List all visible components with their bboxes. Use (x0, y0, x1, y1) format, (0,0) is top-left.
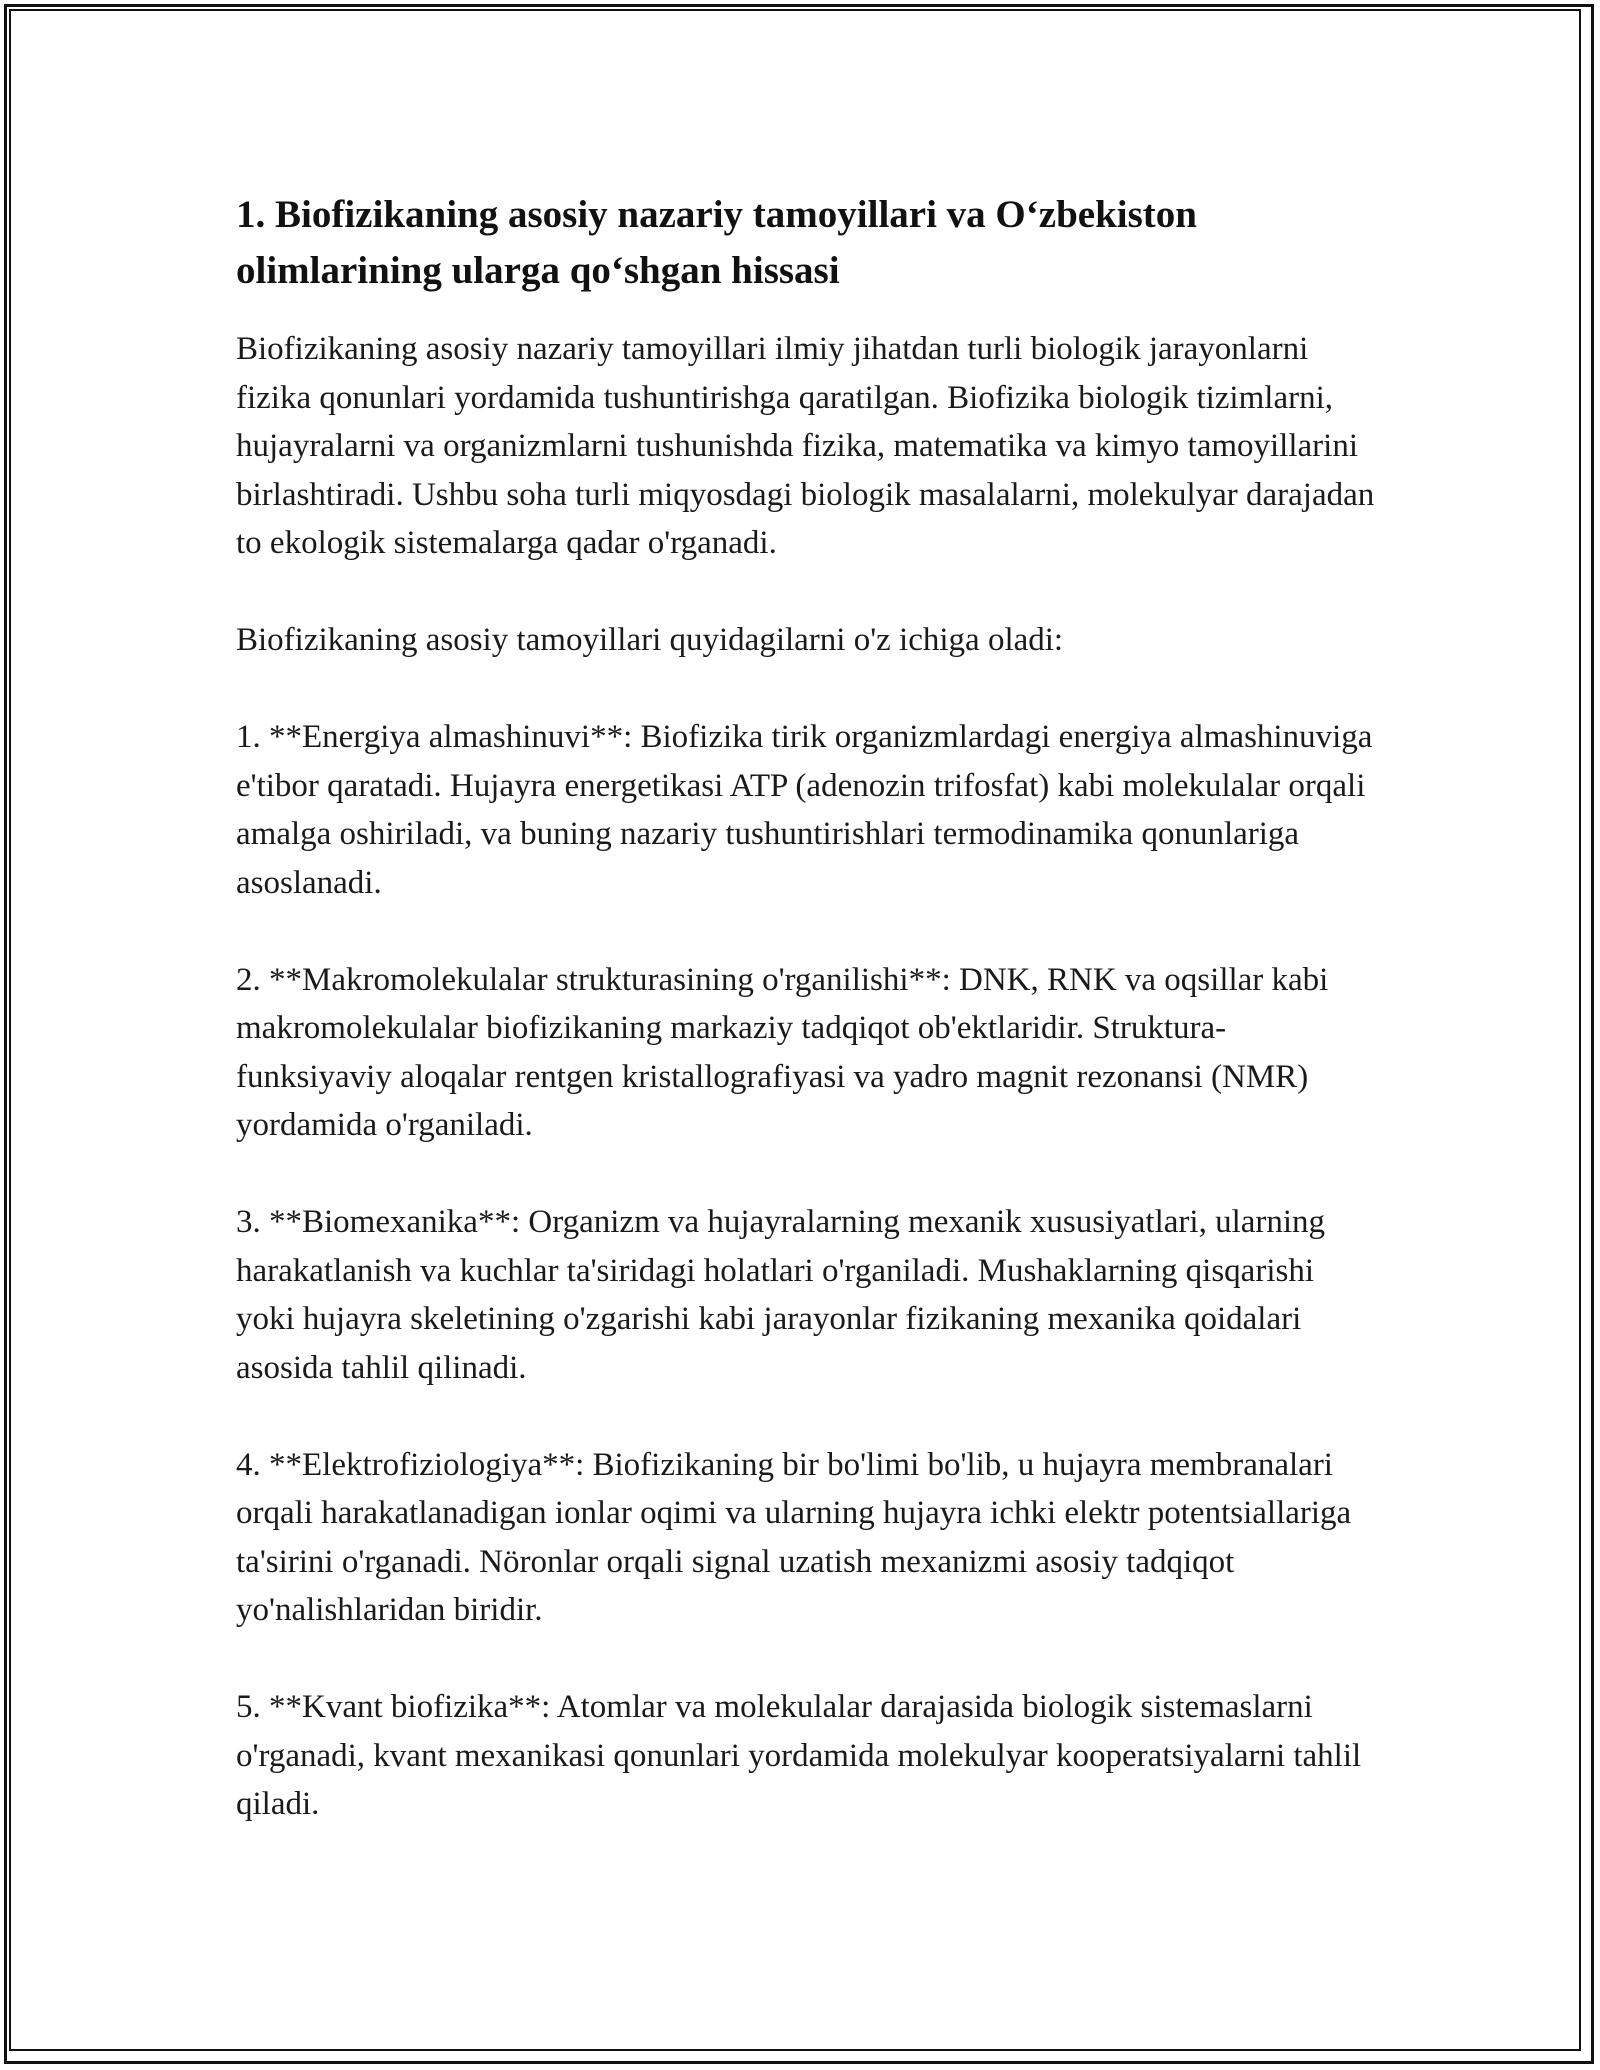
principle-energy-exchange: 1. **Energiya almashinuvi**: Biofizika tirik organizmlardagi energiya almashinuviga e'tibor qaratadi. Hujayra energetikasi ATP (adenozin trifosfat) kabi molekulalar orqali amalga oshiriladi, va buning nazariy tushuntirishlari termodinamika qonunlariga asoslanadi. (236, 719, 1373, 901)
principle-biomechanics: 3. **Biomexanika**: Organizm va hujayralarning mexanik xususiyatlari, ularning harakatlanish va kuchlar ta'siridagi holatlari o'rganiladi. Mushaklarning qisqarishi yoki hujayra skeletining o'zgarishi kabi jarayonlar fizikaning mexanika qoidalari asosida tahlil qilinadi. (236, 1204, 1326, 1386)
intro-paragraph: Biofizikaning asosiy nazariy tamoyillari ilmiy jihatdan turli biologik jarayonlarni fizika qonunlari yordamida tushuntirishga qaratilgan. Biofizika biologik tizimlarni, hujayralarni va organizmlarni tushunishda fizika, matematika va kimyo tamoyillarini birlashtiradi. Ushbu soha turli miqyosdagi biologik masalalarni, molekulyar darajadan to ekologik sistemalarga qadar o'rganadi. (236, 331, 1375, 561)
paragraph-gap (236, 907, 1376, 956)
paragraph-gap (236, 1392, 1376, 1441)
principle-quantum-biophysics: 5. **Kvant biofizika**: Atomlar va molekulalar darajasida biologik sistemaslarni o'rganadi, kvant mexanikasi qonunlari yordamida molekulyar kooperatsiyalarni tahlil qiladi. (236, 1689, 1362, 1822)
document-body (236, 187, 1376, 1829)
principle-electrophysiology: 4. **Elektrofiziologiya**: Biofizikaning bir bo'limi bo'lib, u hujayra membranalari orqali harakatlanadigan ionlar oqimi va ularning hujayra ichki elektr potentsiallariga ta'sirini o'rganadi. Nöronlar orqali signal uzatish mexanizmi asosiy tadqiqot yo'nalishlaridan biridir. (236, 1446, 1352, 1628)
paragraph-gap (236, 665, 1376, 714)
paragraph-gap (236, 568, 1376, 617)
document-title: 1. Biofizikaning asosiy nazariy tamoyillari va O‘zbekiston olimlarining ularga qo‘shgan hissasi (236, 193, 1197, 292)
paragraph-gap (236, 1635, 1376, 1684)
paragraph-gap (236, 1150, 1376, 1199)
principles-lead-paragraph: Biofizikaning asosiy tamoyillari quyidagilarni o'z ichiga oladi: (236, 622, 1064, 658)
principle-macromolecules: 2. **Makromolekulalar strukturasining o'rganilishi**: DNK, RNK va oqsillar kabi makromolekulalar biofizikaning markaziy tadqiqot ob'ektlaridir. Struktura-funksiyaviy aloqalar rentgen kristallografiyasi va yadro magnit rezonansi (NMR) yordamida o'rganiladi. (236, 961, 1329, 1143)
